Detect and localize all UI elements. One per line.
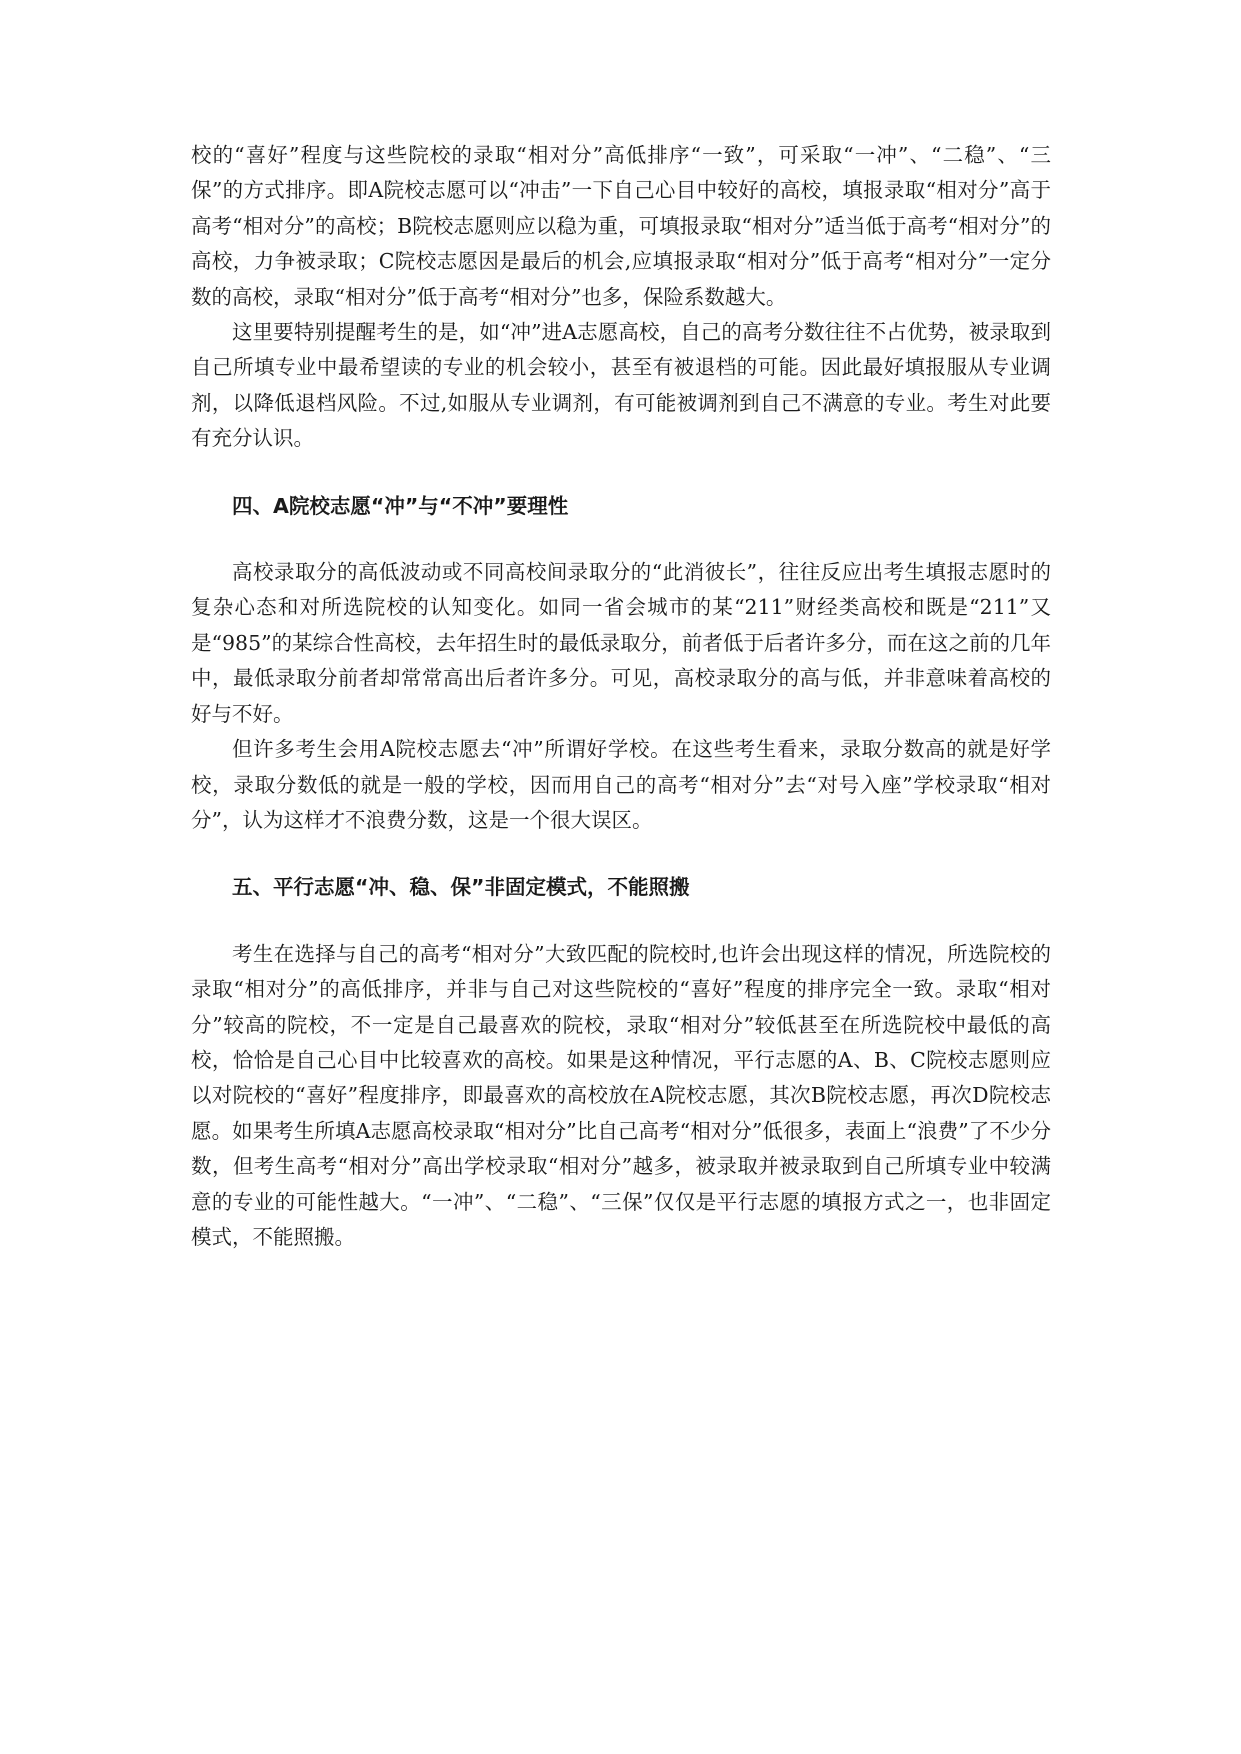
section-5-heading: 五、平行志愿“冲、稳、保”非固定模式，不能照搬 [232,875,690,900]
section-4-paragraph-1: 高校录取分的高低波动或不同高校间录取分的“此消彼长”，往往反应出考生填报志愿时的复杂心态和对所选院校的认知变化。如同一省会城市的某“211”财经类高校和既是“211”又是“985”的某综合性高校，去年招生时的最低录取分，前者低于后者许多分，而在这之前的几年中，最低录取分前者却常常高出后者许多分。可见，高校录取分的高与低，并非意味着高校的好与不好。 [191,560,1051,726]
section-4-paragraph-2: 但许多考生会用A院校志愿去“冲”所谓好学校。在这些考生看来，录取分数高的就是好学校，录取分数低的就是一般的学校，因而用自己的高考“相对分”去“对号入座”学校录取“相对分”，认为这样才不浪费分数，这是一个很大误区。 [191,737,1051,832]
intro-paragraph-1: 校的“喜好”程度与这些院校的录取“相对分”高低排序“一致”，可采取“一冲”、“二稳”、“三保”的方式排序。即A院校志愿可以“冲击”一下自己心目中较好的高校，填报录取“相对分”高于高考“相对分”的高校；B院校志愿则应以稳为重，可填报录取“相对分”适当低于高考“相对分”的高校，力争被录取；C院校志愿因是最后的机会,应填报录取“相对分”低于高考“相对分”一定分数的高校，录取“相对分”低于高考“相对分”也多，保险系数越大。 [191,143,1051,309]
document-page [191,138,1051,1255]
section-4-heading: 四、A院校志愿“冲”与“不冲”要理性 [232,493,569,518]
intro-paragraph-2: 这里要特别提醒考生的是，如“冲”进A志愿高校，自己的高考分数往往不占优势，被录取到自己所填专业中最希望读的专业的机会较小，甚至有被退档的可能。因此最好填报服从专业调剂，以降低退档风险。不过,如服从专业调剂，有可能被调剂到自己不满意的专业。考生对此要有充分认识。 [191,320,1051,451]
section-5-paragraph-1: 考生在选择与自己的高考“相对分”大致匹配的院校时,也许会出现这样的情况，所选院校的录取“相对分”的高低排序，并非与自己对这些院校的“喜好”程度的排序完全一致。录取“相对分”较高的院校，不一定是自己最喜欢的院校，录取“相对分”较低甚至在所选院校中最低的高校，恰恰是自己心目中比较喜欢的高校。如果是这种情况，平行志愿的A、B、C院校志愿则应以对院校的“喜好”程度排序，即最喜欢的高校放在A院校志愿，其次B院校志愿，再次D院校志愿。如果考生所填A志愿高校录取“相对分”比自己高考“相对分”低很多，表面上“浪费”了不少分数，但考生高考“相对分”高出学校录取“相对分”越多，被录取并被录取到自己所填专业中较满意的专业的可能性越大。“一冲”、“二稳”、“三保”仅仅是平行志愿的填报方式之一，也非固定模式，不能照搬。 [191,941,1051,1249]
